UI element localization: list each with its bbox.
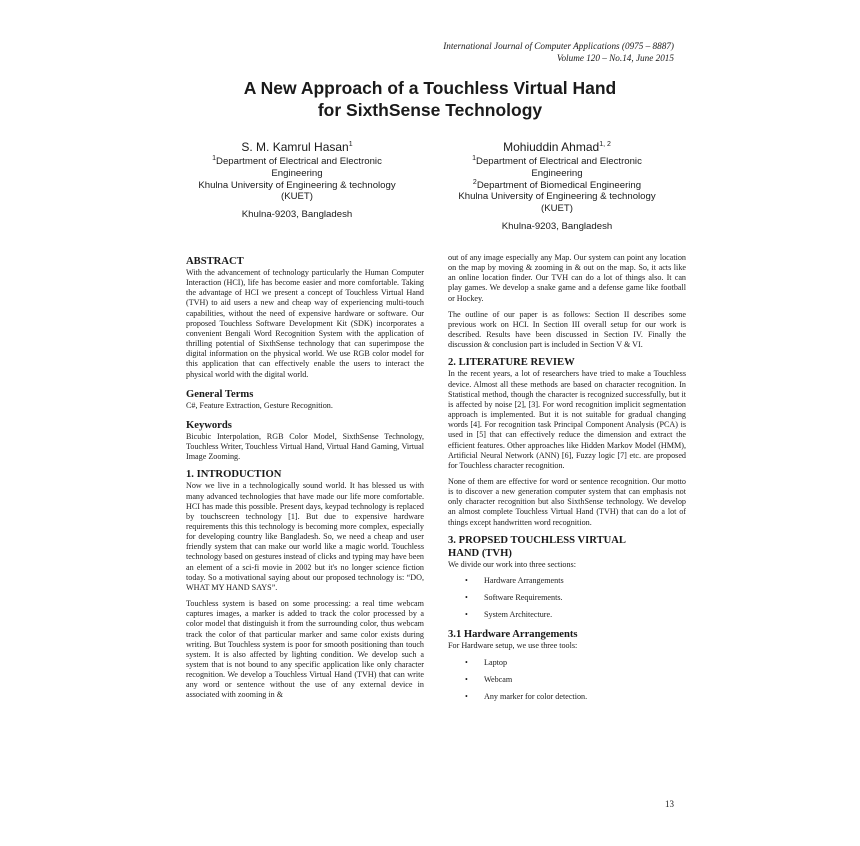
section-3-list	[448, 576, 686, 620]
section-3-1-intro: For Hardware setup, we use three tools:	[448, 641, 578, 651]
left-column	[186, 253, 424, 707]
affiliation-dept: $^1$Department of Electrical and Electronic	[212, 154, 382, 167]
title-line-1: A New Approach of a Touchless Virtual Hand	[243, 78, 617, 98]
page-number: 13	[665, 799, 674, 809]
introduction-paragraph-2: Touchless system is based on some processing: a real time webcam captures images, a marker is added to track the color processed by a color model that distinguish it from the surrounding color, thus webcam track the color of that particular marker and same color exists during writing. But Touchless system is poor for smooth positioning than touch system. It is also affected by lighting condition. We develop such a system that is not bound to any specific application like only character recognition. We develop a Touchless Virtual Hand (TVH) that can write any word or sentence without the use of any external device in associated with zooming in &	[186, 599, 424, 700]
bullet-icon: •	[465, 593, 468, 603]
journal-name: International Journal of Computer Applications (0975 – 8887)	[443, 41, 674, 51]
keywords-text: Bicubic Interpolation, RGB Color Model, SixthSense Technology, Touchless Writer, Touchless Virtual Hand, Virtual Hand Gaming, Virtual Image Zooming.	[186, 431, 424, 462]
abstract-heading: ABSTRACT	[186, 256, 244, 267]
bullet-icon: •	[465, 610, 468, 620]
list-item: • Laptop	[465, 657, 508, 667]
introduction-continued: out of any image especially any Map. Our system can point any location on the map by moving & zooming in & out on the map. So, it acts like an online location finder. Our TVH can do a lot of things also. It can play games. We develop a snake game and a defense game like football or Hockey.	[448, 253, 686, 303]
author-superscript: 1	[348, 141, 353, 148]
title-line-2: for SixthSense Technology	[317, 100, 543, 120]
abstract-text: With the advancement of technology particularly the Human Computer Interaction (HCI), life has become easier and more comfortable. Taking the advantage of HCI we present a concept of Touchless Virtual Hand (TVH) to aid users a new and cheap way of experiencing multi-touch capabilities, without the need of expensive hardware or software. Our proposed Touchless Software Development Kit (SDK) incorporates a convenient Bengali Word Recognition System with the application of thrilling potential of SixthSense technology that can superimpose the digital information on the physical world. We use RGB color model for this application that can effectively enable the users to interact the physical world with the digital world.	[186, 268, 424, 379]
journal-header	[443, 41, 674, 64]
author-block-2	[427, 140, 687, 233]
section-3-1-heading: 3.1 Hardware Arrangements	[448, 629, 578, 641]
literature-paragraph-2: None of them are effective for word or sentence recognition. Our motto is to discover a new generation computer system that can emphasis not only character recognition but also SixthSense technology. We develop an almost complete Touchless Virtual Hand (TVH) that can do a lot of things except handwritten word recognition.	[448, 476, 686, 527]
general-terms-heading: General Terms	[186, 388, 254, 400]
affiliation-city: Khulna-9203, Bangladesh	[241, 209, 353, 221]
keywords-heading: Keywords	[186, 419, 232, 431]
section-3-intro: We divide our work into three sections:	[448, 559, 576, 569]
journal-volume: Volume 120 – No.14, June 2015	[556, 52, 674, 63]
list-item: • Webcam	[465, 674, 513, 684]
section-3-1-list	[448, 658, 686, 702]
affiliation-city: Khulna-9203, Bangladesh	[501, 220, 613, 232]
right-column	[448, 253, 686, 710]
affiliation-dept-2: $^2$Department of Biomedical Engineering	[472, 178, 642, 191]
introduction-paragraph-1: Now we live in a technologically sound world. It has blessed us with many advanced technologies that have made our life more comfortable. HCI has made this possible. Present days, keypad technology is replaced by touchscreen technology [1]. But due to expensive hardware requirements this this technology is becoming more complex, especially for developing country like Bangladesh. So, we need a cheap and user friendly system that can make our world like a magic world. Touchless technology based on gestures instead of clicks and typing may have been an element of a sci-fi movie in 2002 but it's no longer science fiction today. So a motivational saying about our proposed technology is: “DO, WHAT MY HAND SAYS”.	[186, 481, 424, 592]
author-name: S. M. Kamrul Hasan$^1$	[241, 140, 353, 154]
list-item: • Software Requirements.	[465, 593, 563, 603]
affiliation-dept: $^1$Department of Electrical and Electronic	[472, 154, 642, 167]
list-item: • Any marker for color detection.	[465, 691, 588, 701]
paper-title	[140, 77, 720, 121]
section-3-heading: 3. PROPSED TOUCHLESS VIRTUAL HAND (TVH)	[448, 534, 627, 559]
literature-review-heading: 2. LITERATURE REVIEW	[448, 357, 575, 369]
affiliation-university: Khulna University of Engineering & technology	[198, 179, 396, 191]
bullet-icon: •	[465, 674, 468, 684]
affiliation-university: Khulna University of Engineering & technology	[458, 191, 656, 203]
bullet-icon: •	[465, 657, 468, 667]
affiliation-university-abbr: (KUET)	[281, 191, 313, 203]
bullet-icon: •	[465, 575, 468, 585]
paper-outline: The outline of our paper is as follows: Section II describes some previous work on HCI. In Section III overall setup for our work is described. Results have been discussed in Section IV. Finally the discussion & conclusion part is included in Section V & VI.	[448, 309, 686, 350]
list-item: • System Architecture.	[465, 610, 553, 620]
author-superscript: 1, 2	[599, 141, 611, 148]
bullet-icon: •	[465, 691, 468, 701]
affiliation-university-abbr: (KUET)	[541, 203, 573, 215]
author-name: Mohiuddin Ahmad$^{1, 2}$	[503, 140, 611, 154]
general-terms-text: C#, Feature Extraction, Gesture Recognition.	[186, 400, 333, 410]
affiliation-dept-cont: Engineering	[271, 167, 323, 179]
introduction-heading: 1. INTRODUCTION	[186, 469, 282, 481]
author-block-1	[167, 140, 427, 221]
literature-paragraph-1: In the recent years, a lot of researchers have tried to make a Touchless device. Almost all these methods are based on character recognition. In Statistical method, though the character is recognized successfully, but it is affected by noise [2], [3]. For word recognition implicit segmentation approach is implemented. But it is not suitable for gradual changing words [4]. For recognition task Principal Component Analysis (PCA) is used in [5] that can effectively reduce the dimension and extract the efficient features. Other approaches like Hidden Markov Model (HMM), Artificial Neural Network (ANN) [6], Fuzzy logic [7] etc. are proposed for Touchless character recognition.	[448, 369, 686, 470]
list-item: • Hardware Arrangements	[465, 575, 564, 585]
affiliation-dept-cont: Engineering	[531, 167, 583, 179]
